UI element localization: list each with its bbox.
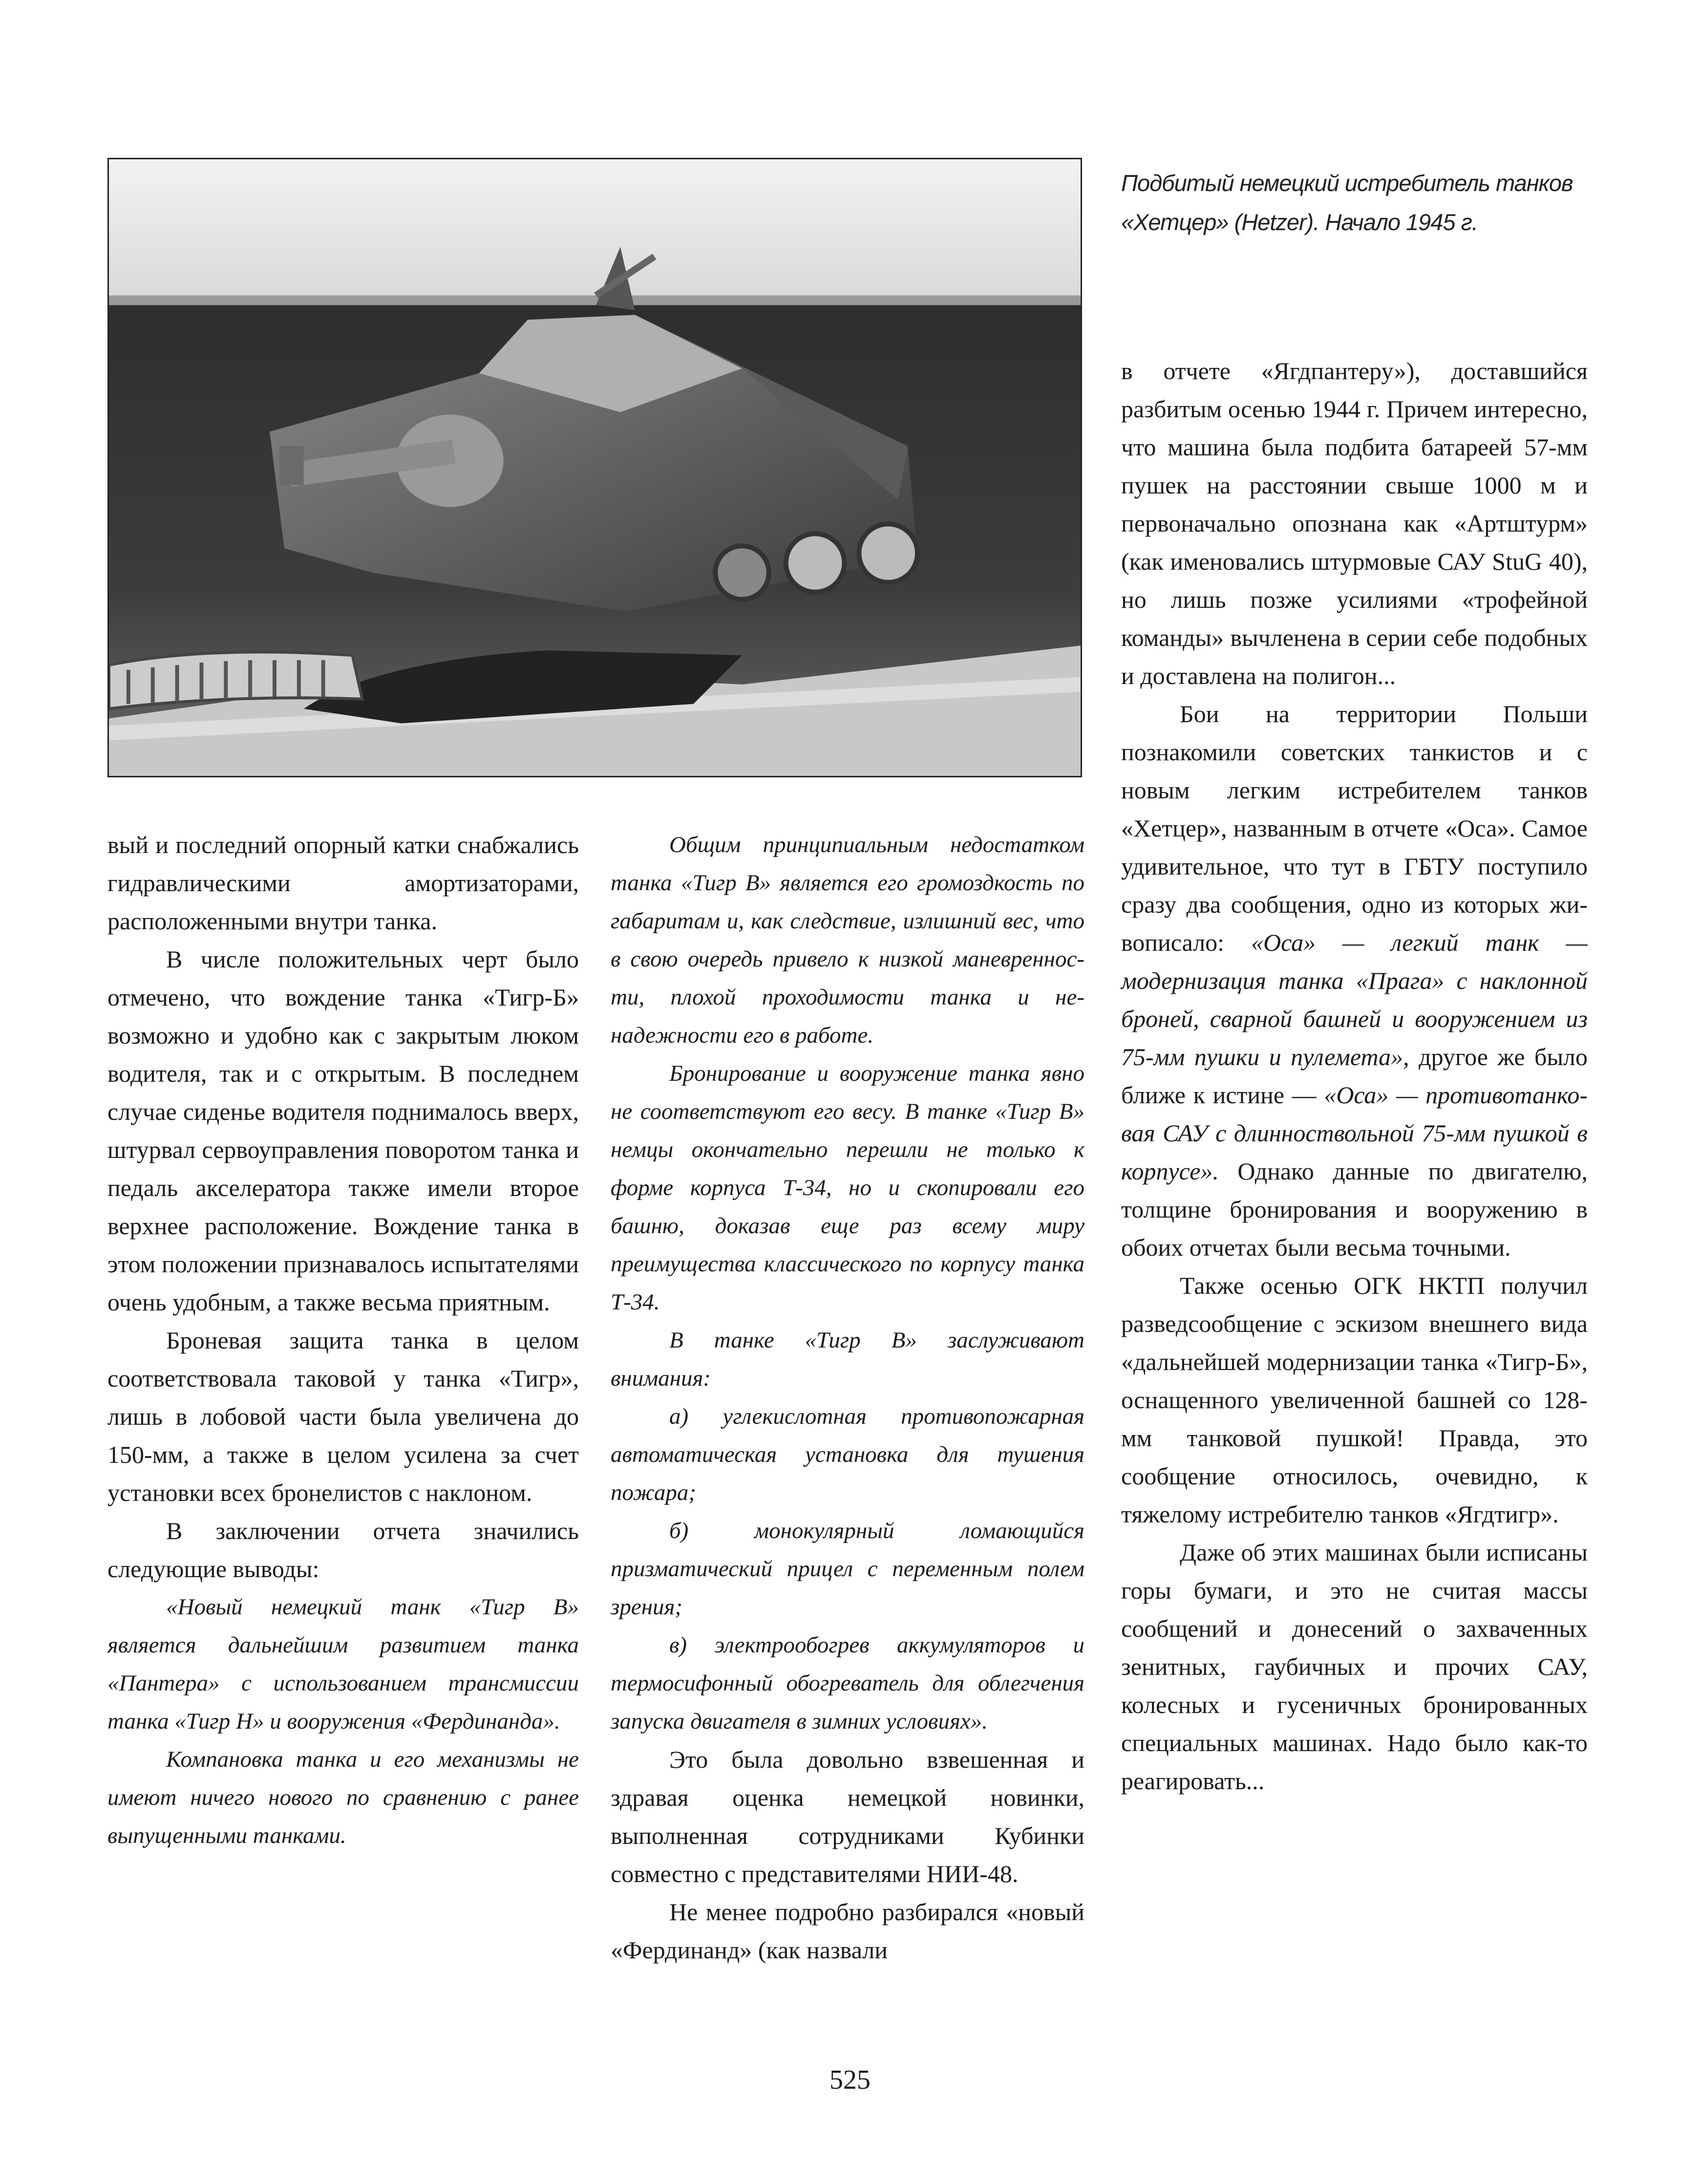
quote-paragraph: Компановка танка и его механизмы не имеют ничего нового по сравнению с ранее выпущенными танками. [107, 1747, 579, 1848]
text-column-2 [611, 826, 1084, 1969]
quote-paragraph: б) монокулярный ломающийся призматический прицел с переменным полем зрения; [611, 1518, 1084, 1620]
caption-line-1: Подбитый немецкий истребитель танков [1121, 170, 1573, 196]
photo-drawing [109, 159, 1081, 776]
paragraph: вый и последний опорный катки снабжались гидравлическими амортизаторами, расположенными внутри танка. [107, 831, 579, 935]
paragraph: В числе положительных черт было отмечено, что вождение танка «Тигр-Б» возможно и удобно как с закрытым люком водителя, так и с открытым. В последнем случае сиденье водителя поднималось вверх, штурвал сервоуправления поворотом танка и педаль акселератора также имели второе верхнее расположение. Вождение танка в этом положении признавалось испытателями очень удобным, а также весьма приятным. [107, 945, 579, 1316]
paragraph: Это была довольно взвешенная и здравая оценка немецкой новинки, выполненная сотрудниками Кубинки совместно с представителями НИИ-48. [611, 1746, 1084, 1887]
text-column-1 [107, 826, 579, 1855]
italic-quote: «Оса» — противотанковая САУ с длинноствольной 75-мм пушкой в корпусе». [1121, 1081, 1588, 1185]
paragraph: Броневая защита танка в целом соответствовала таковой у танка «Тигр», лишь в лобовой части была увеличена до 150-мм, а также в целом усилена за счет установки всех бронелистов с наклоном. [107, 1327, 579, 1506]
paragraph: В заключении отчета значились следующие выводы: [107, 1517, 579, 1583]
paragraph [1121, 695, 1588, 1266]
caption-line-2: «Хетцер» (Hetzer). Начало 1945 г. [1121, 209, 1478, 235]
page-number: 525 [829, 2065, 871, 2095]
text-column-3 [1121, 352, 1588, 1800]
paragraph: Также осенью ОГК НКТП получил разведсообщение с эскизом внешнего вида «дальнейшей модернизации танка «Тигр-Б», оснащенного увеличенной башней со 128-мм танковой пушкой! Правда, это сообщение относилось, очевидно, к тяжелому истребителю танков «Ягдтигр». [1121, 1272, 1588, 1528]
quote-paragraph: Общим принципиальным недостатком танка «Тигр В» является его громоздкость по габаритам и, как следствие, излишний вес, что в свою очередь привело к низкой маневренности, плохой проходимости танка и ненадежности его в работе. [611, 832, 1084, 1048]
quote-paragraph: В танке «Тигр В» заслуживают внимания: [611, 1328, 1084, 1391]
paragraph: в отчете «Ягдпантеру»), доставшийся разбитым осенью 1944 г. Причем интересно, что машина была подбита батареей 57-мм пушек на расстоянии свыше 1000 м и первоначально опознана как «Артштурм» (как именовались штурмовые САУ StuG 40), но лишь позже усилиями «трофейной команды» вычленена в серии себе подобных и доставлена на полигон... [1121, 357, 1588, 689]
photo-caption [1121, 164, 1610, 242]
quote-paragraph: а) углекислотная противопожарная автоматическая установка для тушения пожара; [611, 1404, 1084, 1505]
paragraph: Не менее подробно разбирался «новый «Фердинанд» (как назвали [611, 1898, 1084, 1964]
paragraph-text: Однако данные по двигателю, толщине бронирования и вооружению в обоих отчетах были весьма точными. [1121, 1157, 1588, 1261]
hetzer-photo [107, 158, 1082, 777]
quote-paragraph: Бронирование и вооружение танка явно не соответствуют его весу. В танке «Тигр В» немцы окончательно перешли не только к форме корпуса Т-34, но и скопировали его башню, доказав еще раз всему миру преимущества классического по корпусу танка Т-34. [611, 1061, 1084, 1315]
paragraph-text: другое же было ближе к истине — [1121, 1043, 1588, 1109]
paragraph-text: Бои на территории Польши познакомили советских танкистов и с новым легким истребителем танков «Хетцер», названным в отчете «Оса». Самое удивительное, что тут в ГБТУ поступило сразу два сообщения, одно из которых живописало: [1121, 700, 1588, 956]
italic-quote: «Оса» — легкий танк — модернизация танка «Прага» с наклонной броней, сварной башней и вооружением из 75-мм пушки и пулемета», [1121, 929, 1588, 1071]
paragraph: Даже об этих машинах были исписаны горы бумаги, и это не считая массы сообщений и донесений о захваченных зенитных, гаубичных и прочих САУ, колесных и гусеничных бронированных специальных машинах. Надо было как-то реагировать... [1121, 1539, 1588, 1795]
quote-paragraph: «Новый немецкий танк «Тигр В» является дальнейшим развитием танка «Пантера» с использованием трансмиссии танка «Тигр Н» и вoоружения «Фердинанда». [107, 1594, 579, 1734]
quote-paragraph: в) электрообогрев аккумуляторов и термосифонный обогреватель для облегчения запуска двигателя в зимних условиях». [611, 1632, 1084, 1734]
